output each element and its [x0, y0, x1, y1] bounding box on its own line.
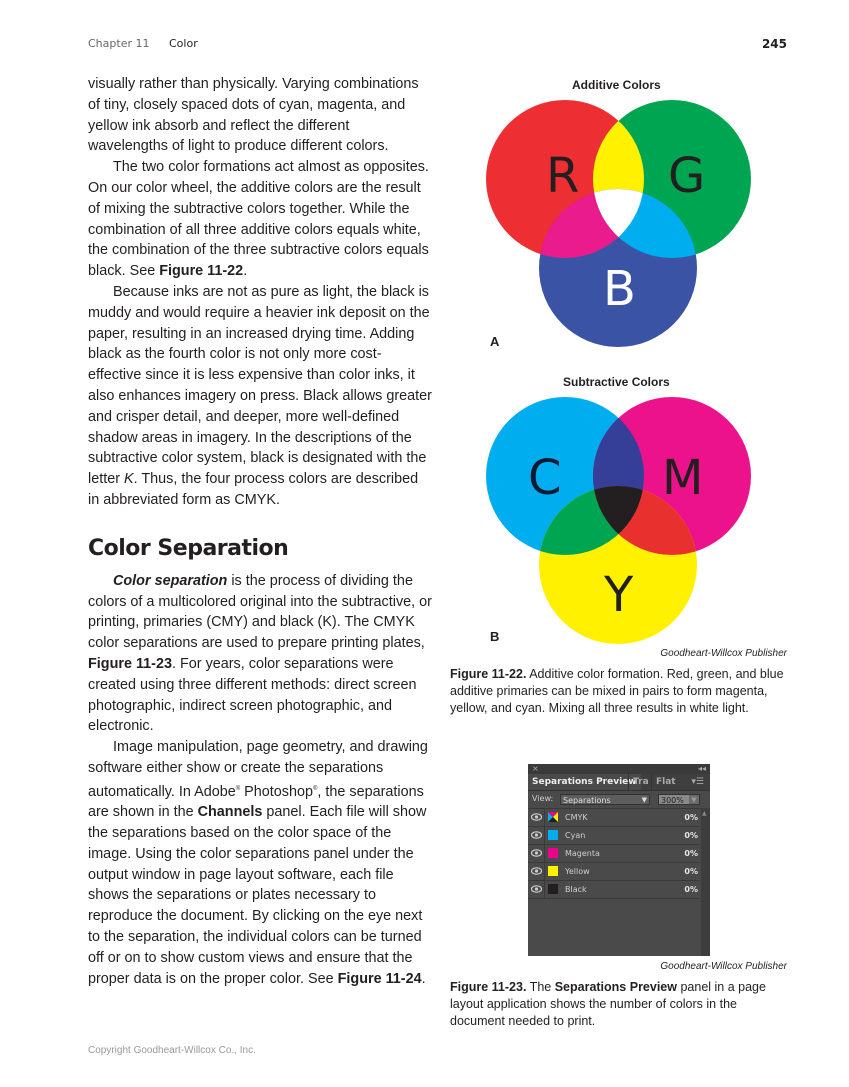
- paragraph-1: visually rather than physically. Varying combinations of tiny, closely spaced dots of cyan, magenta, and yellow ink absorb and reflect the different wavelengths of light to produce different colors.: [88, 76, 419, 155]
- body-column: [88, 74, 433, 989]
- text: .: [243, 263, 248, 280]
- separation-percent: 0%: [684, 849, 698, 858]
- caption-text: panel in a page layout application shows the number of colors in the document needed to print.: [450, 980, 766, 1028]
- zoom-value: 300%: [661, 796, 684, 805]
- text: Because inks are not as pure as light, the black is muddy and would require a heavier ink deposit on the paper, resulting in an increased drying time. Adding black as the fourth color is not only more cost-effective since it is less expensive than color inks, it also enhances imagery on press. Black allows greater and crisper detail, and deeper, more well-defined shadow areas in imagery. In the descriptions of the subtractive color system, black is designated with the letter: [88, 283, 432, 488]
- text: . For years, color separations were created using three different methods: direct screen photographic, indirect screen photographic, and electronic.: [88, 655, 417, 735]
- view-row: [528, 791, 710, 809]
- chapter-label: Chapter 11: [88, 37, 150, 50]
- separation-row-cyan[interactable]: [528, 827, 700, 845]
- cmyk-swatch-icon: [548, 812, 558, 822]
- paragraph-5: [88, 737, 433, 989]
- label-y: Y: [604, 567, 634, 623]
- text: Image manipulation, page geometry, and drawing software either show or create the separations automatically. In Adobe: [88, 739, 428, 800]
- divider: [544, 827, 545, 844]
- channels-term: Channels: [197, 804, 263, 821]
- letter-k: K: [124, 471, 134, 488]
- eye-icon[interactable]: [531, 830, 542, 840]
- section-heading: Color Separation: [88, 535, 289, 561]
- eye-icon[interactable]: [531, 812, 542, 822]
- panel-scrollbar[interactable]: [701, 808, 710, 956]
- text: , the separations are shown in the: [88, 783, 424, 821]
- figure-ref-11-24: Figure 11-24: [337, 970, 422, 987]
- separation-row-magenta[interactable]: [528, 845, 700, 863]
- text: The two color formations act almost as opposites. On our color wheel, the additive colors are the result of mixing the subtractive colors together. While the combination of all three additive colors equals white, the combination of the three subtractive colors equals black. See: [88, 159, 429, 280]
- figure-caption-11-22: [450, 666, 795, 717]
- additive-title: Additive Colors: [572, 78, 661, 92]
- figure-caption-11-23: [450, 979, 795, 1030]
- label-r: R: [546, 148, 580, 204]
- subtractive-venn-diagram: [486, 397, 752, 647]
- chevron-down-icon: ▼: [641, 796, 647, 804]
- tab-flattener[interactable]: Flat: [651, 774, 680, 790]
- separation-row-cmyk[interactable]: [528, 809, 700, 827]
- eye-icon[interactable]: [531, 848, 542, 858]
- view-value: Separations: [563, 796, 611, 805]
- caption-text: The: [526, 980, 555, 994]
- registered-mark: ®: [235, 785, 241, 792]
- text: . Thus, the four process colors are described in abbreviated form as CMYK.: [88, 471, 419, 508]
- copyright: Copyright Goodheart-Willcox Co., Inc.: [88, 1045, 256, 1056]
- yellow-swatch: [548, 866, 558, 876]
- cyan-swatch: [548, 830, 558, 840]
- tab-trap[interactable]: Tra: [628, 774, 653, 790]
- caption-label: Figure 11-23.: [450, 980, 527, 994]
- separation-name: Cyan: [565, 831, 586, 840]
- separation-percent: 0%: [684, 867, 698, 876]
- paragraph-2: [88, 157, 433, 282]
- separation-percent: 0%: [684, 831, 698, 840]
- eye-icon[interactable]: [531, 884, 542, 894]
- separation-row-yellow[interactable]: [528, 863, 700, 881]
- divider: [544, 809, 545, 826]
- figure-ref-11-22: Figure 11-22: [159, 263, 244, 280]
- magenta-swatch: [548, 848, 558, 858]
- page-number: 245: [761, 37, 787, 51]
- separation-row-black[interactable]: [528, 881, 700, 899]
- tab-separations-preview[interactable]: Separations Preview: [528, 774, 641, 790]
- figure-letter-a: A: [490, 334, 500, 349]
- label-g: G: [668, 148, 706, 204]
- separation-name: Magenta: [565, 849, 600, 858]
- zoom-select[interactable]: [658, 794, 700, 805]
- panel-title-bar: [528, 764, 710, 774]
- eye-icon[interactable]: [531, 866, 542, 876]
- figure-ref-11-23: Figure 11-23: [88, 655, 172, 672]
- separation-name: CMYK: [565, 813, 588, 822]
- running-head: [88, 37, 787, 53]
- label-c: C: [528, 450, 562, 506]
- figure-letter-b: B: [490, 629, 500, 644]
- scroll-up-icon[interactable]: ▲: [702, 810, 707, 817]
- collapse-icon[interactable]: ◂◂: [697, 764, 706, 773]
- caption-text: Additive color formation. Red, green, and blue additive primaries can be mixed in pairs to form magenta, yellow, and cyan. Mixing all three results in white light.: [450, 667, 784, 715]
- label-b: B: [603, 261, 636, 317]
- text: Photoshop: [240, 783, 313, 800]
- view-label: View:: [532, 794, 554, 803]
- subtractive-title: Subtractive Colors: [563, 375, 670, 389]
- separation-percent: 0%: [684, 885, 698, 894]
- text: panel. Each file will show the separations based on the color space of the image. Using the color separations panel under the output window in page layout software, each file shows the separations or plates necessary to reproduce the document. By clicking on the eye next to the separation, the individual colors can be turned off or on to show custom views and ensure that the proper data is on the proper color. See: [88, 804, 427, 987]
- divider: [544, 845, 545, 862]
- section-label: Color: [169, 37, 198, 50]
- black-swatch: [548, 884, 558, 894]
- caption-bold: Separations Preview: [554, 980, 677, 994]
- separation-name: Black: [565, 885, 587, 894]
- paragraph-3: [88, 282, 433, 511]
- panel-tabs: [528, 774, 710, 791]
- additive-venn-diagram: [486, 100, 752, 350]
- text: .: [421, 970, 426, 987]
- separation-percent: 0%: [684, 813, 698, 822]
- caption-label: Figure 11-22.: [450, 667, 527, 681]
- chevron-down-icon: ▼: [689, 795, 699, 804]
- divider: [544, 863, 545, 880]
- divider: [544, 881, 545, 898]
- label-m: M: [662, 450, 704, 506]
- separation-name: Yellow: [565, 867, 590, 876]
- close-icon[interactable]: ×: [532, 764, 539, 773]
- view-select[interactable]: [560, 794, 650, 805]
- panel-menu-icon[interactable]: ▾☰: [691, 777, 704, 787]
- paragraph-4: [88, 571, 433, 737]
- text: is the process of dividing the colors of a multicolored original into the subtractive, or printing, primaries (CMY) and black (K). The CMYK color separations are used to prepare printing plates,: [88, 572, 432, 652]
- separations-preview-panel: [528, 764, 710, 956]
- figure-credit: Goodheart-Willcox Publisher: [660, 961, 787, 972]
- registered-mark: ®: [312, 785, 318, 792]
- key-term: Color separation: [113, 572, 228, 589]
- figure-credit: Goodheart-Willcox Publisher: [660, 648, 787, 659]
